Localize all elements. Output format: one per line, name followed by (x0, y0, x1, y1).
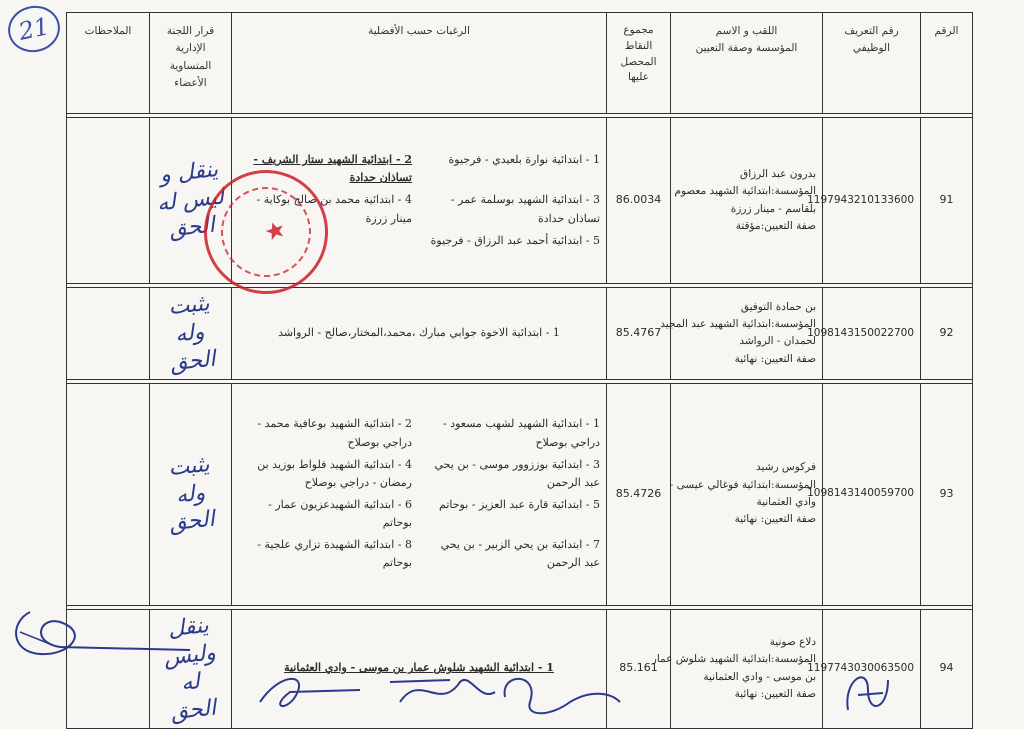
points-cell: 85.161 (607, 609, 671, 728)
table-header-row (67, 13, 973, 114)
decision-line: يثبت (167, 451, 211, 481)
wish-item: 6 - ابتدائية الشهيدعزيون عمار - بوحاتم (268, 498, 412, 530)
wish-item: 8 - ابتدائية الشهيدة تزاري علجية - بوحاتم (257, 538, 412, 570)
wish-item: 5 - ابتدائية أحمد عبد الرزاق - فرجيوة (430, 233, 600, 247)
wish-item: 2 - ابتدائية الشهيد ستار الشريف - تساذان حدادة (253, 153, 412, 185)
decision-line: الحق (168, 212, 216, 243)
header-name-institution (671, 13, 823, 114)
decision-line: وله (174, 479, 207, 508)
wish-item: 2 - ابتدائية الشهيد بوعافية محمد - دراجي بوصلاح (257, 417, 412, 449)
wish-item: 4 - ابتدائية الشهيد فلواط بوزيد بن رمضان - دراجي بوصلاح (257, 457, 412, 489)
table-row (67, 383, 973, 605)
header-points-line: النقاط (624, 39, 653, 52)
decision-cell (150, 609, 232, 728)
header-notes: الملاحظات (67, 13, 150, 114)
decision-line: ليس له (155, 184, 226, 217)
header-decision-line: المتساوية الأعضاء (169, 59, 212, 89)
notes-cell (67, 383, 150, 605)
institution-line: المؤسسة:ابتدائية الشهيد عبد المجيد (660, 317, 816, 330)
appointment-type: صفة التعيين:مؤقتة (735, 219, 816, 232)
wishes-cell (232, 383, 607, 605)
job-id-cell: 1098143140059700 (823, 383, 921, 605)
header-decision-line: قرار اللجنة الإدارية (166, 25, 215, 55)
table-row (67, 288, 973, 380)
header-points (607, 13, 671, 114)
header-institution-line: المؤسسة وصفة التعيين (695, 42, 798, 55)
header-points-line: عليها (628, 71, 649, 84)
decision-cell (150, 118, 232, 284)
wish-item: 1 - ابتدائية الشهيد لشهب مسعود - دراجي بوصلاح (443, 417, 600, 449)
institution-line: وادي العثمانية (756, 496, 816, 508)
page-number: 21 (4, 1, 64, 57)
points-cell: 85.4767 (607, 288, 671, 380)
wish-item: 4 - ابتدائية محمد بن صالح بوكاية - مينار زرزة (256, 193, 412, 225)
wishes-cell (232, 609, 607, 728)
table-row (67, 118, 973, 284)
wish-item: 1 - ابتدائية الاخوة جوابي مبارك ،محمد،المختار،صالح - الرواشد (278, 326, 560, 340)
header-name-line: اللقب و الاسم (715, 25, 778, 37)
institution-line: المؤسسة:ابتدائية الشهيد شلوش عمار (651, 653, 816, 666)
header-rank: الرقم (921, 13, 973, 114)
results-sheet (66, 12, 972, 728)
decision-cell (150, 288, 232, 380)
appointment-type: صفة التعيين: نهائية (734, 687, 816, 700)
employee-name: دلاع صونية (769, 635, 816, 648)
wish-item: 3 - ابتدائية بوززوور موسى - بن يحي عبد الرحمن (434, 457, 600, 489)
institution-line: بن موسى - وادي العثمانية (703, 670, 816, 683)
rank-cell: 92 (921, 288, 973, 380)
decision-line: ينقل و (158, 157, 220, 189)
institution-line: المؤسسة:ابتدائية الشهيد معصوم (674, 185, 816, 198)
employee-name: فركوس رشيد (756, 461, 816, 474)
header-decision (150, 13, 232, 114)
job-id-cell: 1197943210133600 (823, 118, 921, 284)
name-cell (651, 609, 823, 728)
wish-item: 1 - ابتدائية الشهيد شلوش عمار بن موسى - وادي العثمانية (284, 661, 554, 675)
decision-line: الحق (168, 506, 216, 537)
decision-line: وله الحق (168, 319, 217, 376)
employee-name: بن حمادة التوفيق (740, 300, 816, 313)
wish-item: 3 - ابتدائية الشهيد بوسلمة عمر - تساذان حدادة (450, 193, 600, 225)
table-row (67, 609, 973, 728)
wishes-cell (232, 118, 607, 284)
institution-line: لحمدان - الرواشد (739, 335, 816, 348)
wishes-cell (232, 288, 607, 380)
institution-line: المؤسسة:ابتدائية فوغالي عيسى - (669, 478, 816, 491)
decision-line: يثبت (167, 290, 211, 321)
appointment-type: صفة التعيين: نهائية (734, 352, 816, 365)
header-points-line: المحصل (620, 55, 657, 68)
notes-cell (67, 118, 150, 284)
name-cell (671, 118, 823, 284)
appointment-type: صفة التعيين: نهائية (734, 513, 816, 526)
rank-cell: 94 (921, 609, 973, 728)
wish-item: 1 - ابتدائية نوارة بلعيدي - فرجيوة (448, 153, 600, 167)
name-cell (660, 288, 823, 380)
results-table (66, 12, 973, 729)
employee-name: بدرون عبد الرزاق (740, 167, 816, 180)
header-job-id: رقم التعريف الوظيفي (823, 13, 921, 114)
decision-line: له الحق (169, 668, 218, 725)
header-points-line: مجموع (623, 24, 654, 36)
decision-line: ينقل (166, 612, 210, 642)
header-wishes: الرغبات حسب الأفضلية (232, 13, 607, 114)
wish-item: 5 - ابتدائية قارة عبد العزيز - بوحاتم (439, 498, 600, 511)
job-id-cell: 1197743030063500 (823, 609, 921, 728)
notes-cell (67, 609, 150, 728)
decision-cell (150, 383, 232, 605)
wish-item: 7 - ابتدائية بن يحي الزبير - بن يحي عبد الرحمن (440, 538, 600, 570)
points-cell: 86.0034 (607, 118, 671, 284)
name-cell (671, 383, 823, 605)
rank-cell: 93 (921, 383, 973, 605)
points-cell: 85.4726 (607, 383, 671, 605)
decision-line: وليس (162, 639, 217, 670)
rank-cell: 91 (921, 118, 973, 284)
notes-cell (67, 288, 150, 380)
institution-line: بلقاسم - مينار زرزة (730, 202, 816, 215)
job-id-cell: 1098143150022700 (823, 288, 921, 380)
